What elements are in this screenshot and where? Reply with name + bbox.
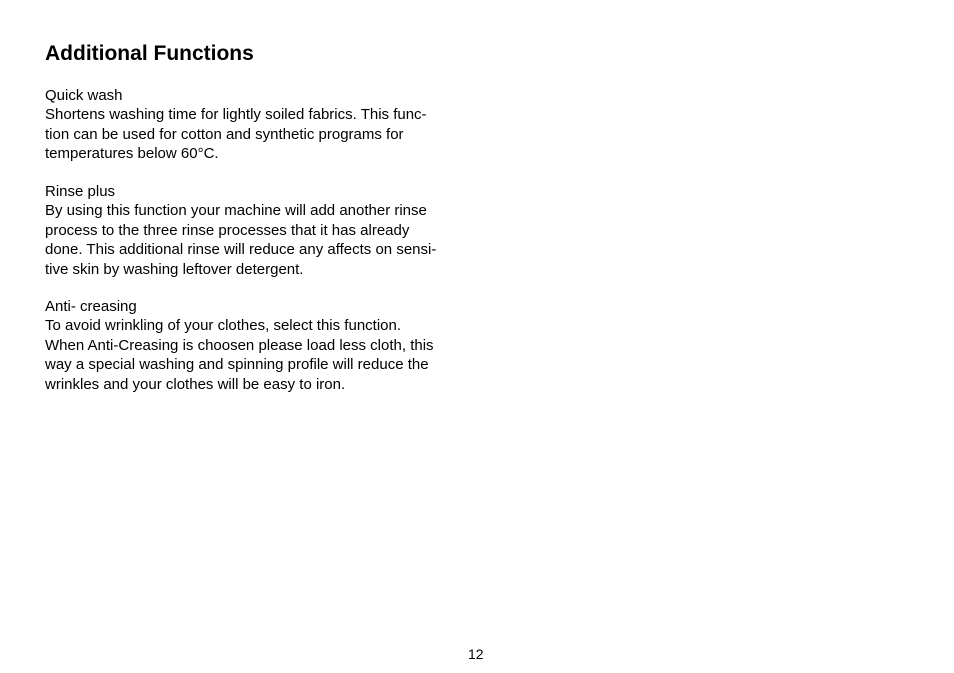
section-text-line: done. This additional rinse will reduce any affects on sensi- <box>45 241 437 259</box>
section-text-line: temperatures below 60°C. <box>45 145 219 163</box>
section-quick-wash <box>45 86 485 164</box>
section-heading-anti-creasing: Anti- creasing <box>45 298 137 315</box>
section-text-line: tion can be used for cotton and synthetic programs for <box>45 125 404 143</box>
section-text-line: Shortens washing time for lightly soiled fabrics. This func- <box>45 106 427 124</box>
section-rinse-plus <box>45 182 485 279</box>
section-text-line: wrinkles and your clothes will be easy to iron. <box>45 375 346 393</box>
section-text-line: process to the three rinse processes that it has already <box>45 221 410 239</box>
page-number: 12 <box>468 646 484 662</box>
section-text-line: When Anti-Creasing is choosen please load less cloth, this <box>45 336 434 354</box>
section-anti-creasing <box>45 297 485 394</box>
section-text-line: way a special washing and spinning profile will reduce the <box>45 356 429 374</box>
section-text-line: tive skin by washing leftover detergent. <box>45 260 304 278</box>
section-text-line: By using this function your machine will add another rinse <box>45 202 427 220</box>
section-heading-rinse-plus: Rinse plus <box>45 183 116 200</box>
section-heading-quick-wash: Quick wash <box>45 87 123 104</box>
section-text-line: To avoid wrinkling of your clothes, select this function. <box>45 317 402 335</box>
page-title: Additional Functions <box>45 42 254 65</box>
